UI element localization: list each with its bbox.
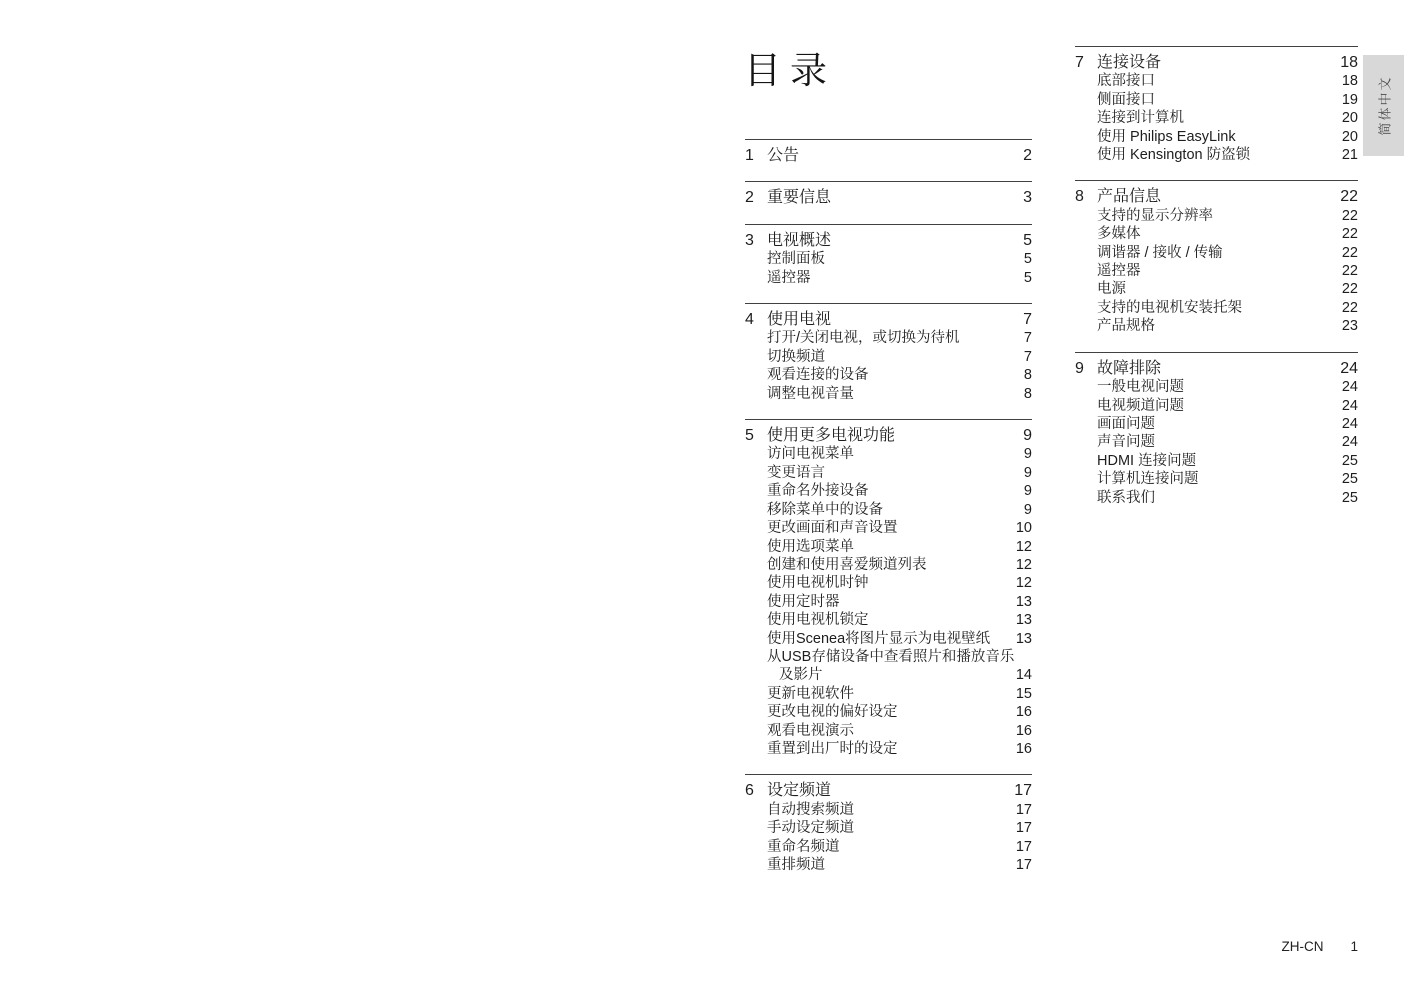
toc-item-label: 使用Scenea将图片显示为电视壁纸 bbox=[767, 630, 991, 647]
toc-item-page: 17 bbox=[1015, 838, 1032, 855]
toc-item-page: 8 bbox=[1023, 367, 1032, 384]
toc-item-page: 24 bbox=[1341, 379, 1358, 396]
toc-item-page: 7 bbox=[1023, 330, 1032, 347]
toc-item-entry[interactable] bbox=[745, 501, 1032, 519]
toc-item-page: 24 bbox=[1341, 434, 1358, 451]
toc-item-entry[interactable] bbox=[745, 703, 1032, 721]
toc-item-page: 22 bbox=[1341, 244, 1358, 261]
toc-item-label: 使用电视机时钟 bbox=[767, 575, 869, 592]
toc-item-entry[interactable] bbox=[1075, 244, 1358, 262]
toc-item-page: 13 bbox=[1015, 612, 1032, 629]
toc-item-entry[interactable] bbox=[745, 856, 1032, 874]
toc-item-label: HDMI 连接问题 bbox=[1097, 452, 1197, 469]
toc-item-label: 更改画面和声音设置 bbox=[767, 520, 898, 537]
section-title: 连接设备 bbox=[1097, 54, 1162, 71]
toc-item-page: 18 bbox=[1341, 73, 1358, 90]
toc-item-page: 12 bbox=[1015, 575, 1032, 592]
toc-section-entry[interactable] bbox=[745, 147, 1032, 165]
toc-item-entry[interactable] bbox=[1075, 72, 1358, 90]
toc-item-label: 移除菜单中的设备 bbox=[767, 501, 883, 518]
toc-section-3 bbox=[745, 224, 1032, 303]
toc-section-1 bbox=[745, 139, 1032, 181]
toc-item-entry[interactable] bbox=[745, 611, 1032, 629]
toc-item-page: 7 bbox=[1023, 348, 1032, 365]
toc-section-entry[interactable] bbox=[745, 427, 1032, 445]
toc-item-page: 9 bbox=[1023, 464, 1032, 481]
section-page: 18 bbox=[1340, 54, 1358, 71]
toc-item-page: 24 bbox=[1341, 415, 1358, 432]
toc-item-entry[interactable] bbox=[745, 722, 1032, 740]
toc-item-label: 使用 Philips EasyLink bbox=[1097, 128, 1236, 145]
language-tab bbox=[1363, 55, 1404, 156]
toc-item-label: 电源 bbox=[1097, 281, 1126, 298]
toc-item-entry[interactable] bbox=[1075, 489, 1358, 507]
toc-item-label: 一般电视问题 bbox=[1097, 379, 1184, 396]
toc-item-entry[interactable] bbox=[745, 801, 1032, 819]
toc-item-entry[interactable] bbox=[745, 556, 1032, 574]
toc-item-entry[interactable] bbox=[745, 685, 1032, 703]
toc-item-entry[interactable] bbox=[745, 445, 1032, 463]
toc-item-entry[interactable] bbox=[1075, 317, 1358, 335]
toc-item-entry[interactable] bbox=[745, 348, 1032, 366]
toc-item-entry[interactable] bbox=[745, 574, 1032, 592]
toc-item-entry[interactable] bbox=[745, 819, 1032, 837]
toc-item-page: 9 bbox=[1023, 446, 1032, 463]
toc-item-page: 16 bbox=[1015, 704, 1032, 721]
toc-section-entry[interactable] bbox=[1075, 54, 1358, 72]
toc-item-label: 打开/关闭电视，或切换为待机 bbox=[767, 330, 960, 347]
toc-item-entry[interactable] bbox=[745, 648, 1032, 666]
toc-item-label: 连接到计算机 bbox=[1097, 110, 1184, 127]
toc-section-6 bbox=[745, 774, 1032, 890]
toc-item-entry[interactable] bbox=[745, 482, 1032, 500]
toc-item-page: 25 bbox=[1341, 489, 1358, 506]
toc-item-page: 22 bbox=[1341, 226, 1358, 243]
toc-item-entry[interactable] bbox=[1075, 470, 1358, 488]
toc-section-8 bbox=[1075, 180, 1358, 351]
toc-item-entry[interactable] bbox=[1075, 299, 1358, 317]
section-number: 2 bbox=[745, 189, 754, 207]
toc-item-label: 使用定时器 bbox=[767, 593, 840, 610]
page-footer bbox=[1075, 939, 1358, 954]
section-number: 4 bbox=[745, 311, 754, 329]
toc-item-entry[interactable] bbox=[1075, 262, 1358, 280]
toc-section-entry[interactable] bbox=[1075, 188, 1358, 206]
toc-item-label: 从USB存储设备中查看照片和播放音乐 bbox=[767, 648, 1015, 665]
section-page: 5 bbox=[1023, 231, 1032, 249]
toc-item-page: 13 bbox=[1015, 593, 1032, 610]
toc-item-page: 17 bbox=[1015, 820, 1032, 837]
footer-page-number: 1 bbox=[1350, 939, 1358, 954]
toc-section-entry[interactable] bbox=[1075, 360, 1358, 378]
toc-section-5 bbox=[745, 419, 1032, 774]
toc-item-label: 手动设定频道 bbox=[767, 820, 854, 837]
section-number: 5 bbox=[745, 427, 754, 445]
toc-item-label: 联系我们 bbox=[1097, 489, 1155, 506]
toc-item-page: 20 bbox=[1341, 110, 1358, 127]
language-tab-label: 简体中文 bbox=[1377, 75, 1393, 136]
toc-item-entry[interactable] bbox=[745, 519, 1032, 537]
toc-item-label: 使用电视机锁定 bbox=[767, 612, 869, 629]
toc-item-entry[interactable] bbox=[1075, 146, 1358, 164]
section-page: 3 bbox=[1023, 189, 1032, 207]
section-title: 故障排除 bbox=[1097, 359, 1162, 377]
toc-item-label: 电视频道问题 bbox=[1097, 397, 1184, 414]
section-number: 3 bbox=[745, 231, 754, 249]
toc-item-label: 侧面接口 bbox=[1097, 91, 1155, 108]
toc-item-entry[interactable] bbox=[1075, 207, 1358, 225]
toc-item-page: 16 bbox=[1015, 722, 1032, 739]
toc-item-page: 12 bbox=[1015, 556, 1032, 573]
toc-item-label: 重命名外接设备 bbox=[767, 483, 869, 500]
toc-item-page: 5 bbox=[1023, 269, 1032, 286]
toc-item-label: 控制面板 bbox=[767, 251, 825, 268]
toc-section-2 bbox=[745, 181, 1032, 223]
toc-item-entry[interactable] bbox=[1075, 378, 1358, 396]
toc-item-label: 更新电视软件 bbox=[767, 685, 854, 702]
toc-item-label: 支持的电视机安装托架 bbox=[1097, 299, 1242, 316]
toc-item-entry[interactable] bbox=[1075, 415, 1358, 433]
toc-item-label: 观看连接的设备 bbox=[767, 367, 869, 384]
toc-item-page: 19 bbox=[1341, 91, 1358, 108]
toc-item-label: 调谐器 / 接收 / 传输 bbox=[1097, 244, 1223, 261]
toc-item-entry[interactable] bbox=[745, 329, 1032, 347]
section-number: 7 bbox=[1075, 54, 1084, 71]
toc-item-page: 17 bbox=[1015, 801, 1032, 818]
toc-item-label: 多媒体 bbox=[1097, 226, 1141, 243]
section-title: 公告 bbox=[767, 147, 800, 164]
section-number: 1 bbox=[745, 147, 754, 164]
toc-item-label: 观看电视演示 bbox=[767, 722, 854, 739]
section-page: 7 bbox=[1023, 311, 1032, 329]
toc-item-entry[interactable] bbox=[745, 538, 1032, 556]
toc-item-entry[interactable] bbox=[745, 385, 1032, 403]
toc-item-page: 9 bbox=[1023, 483, 1032, 500]
toc-item-label: 创建和使用喜爱频道列表 bbox=[767, 556, 927, 573]
toc-item-page: 24 bbox=[1341, 397, 1358, 414]
toc-item-label: 及影片 bbox=[779, 667, 823, 684]
toc-column-left bbox=[745, 139, 1032, 890]
toc-item-entry[interactable] bbox=[745, 250, 1032, 268]
toc-item-page: 12 bbox=[1015, 538, 1032, 555]
toc-item-page: 14 bbox=[1015, 667, 1032, 684]
toc-section-entry[interactable] bbox=[745, 782, 1032, 800]
toc-item-entry[interactable] bbox=[745, 269, 1032, 287]
toc-item-entry[interactable] bbox=[745, 593, 1032, 611]
toc-item-page: 25 bbox=[1341, 471, 1358, 488]
toc-item-label: 声音问题 bbox=[1097, 434, 1155, 451]
section-title: 产品信息 bbox=[1097, 188, 1162, 206]
toc-item-label: 调整电视音量 bbox=[767, 385, 854, 402]
section-number: 9 bbox=[1075, 359, 1084, 377]
toc-item-entry[interactable] bbox=[745, 838, 1032, 856]
toc-item-label: 变更语言 bbox=[767, 464, 825, 481]
toc-item-entry[interactable] bbox=[1075, 109, 1358, 127]
toc-item-page: 13 bbox=[1015, 630, 1032, 647]
toc-item-page: 22 bbox=[1341, 299, 1358, 316]
toc-item-label: 产品规格 bbox=[1097, 318, 1155, 335]
toc-item-page: 22 bbox=[1341, 207, 1358, 224]
toc-item-label: 更改电视的偏好设定 bbox=[767, 704, 898, 721]
section-title: 使用更多电视功能 bbox=[767, 427, 896, 445]
toc-item-page: 17 bbox=[1015, 857, 1032, 873]
toc-item-entry[interactable] bbox=[1075, 280, 1358, 298]
section-title: 设定频道 bbox=[767, 782, 832, 800]
toc-item-page: 21 bbox=[1341, 147, 1358, 164]
toc-item-label: 自动搜索频道 bbox=[767, 801, 854, 818]
toc-item-page: 25 bbox=[1341, 452, 1358, 469]
section-number: 6 bbox=[745, 782, 754, 800]
toc-section-entry[interactable] bbox=[745, 189, 1032, 207]
section-title: 重要信息 bbox=[767, 189, 832, 207]
toc-item-entry[interactable] bbox=[745, 464, 1032, 482]
toc-item-label: 访问电视菜单 bbox=[767, 446, 854, 463]
toc-item-page: 22 bbox=[1341, 281, 1358, 298]
toc-item-label: 切换频道 bbox=[767, 348, 825, 365]
section-page: 2 bbox=[1023, 147, 1032, 164]
section-page: 22 bbox=[1340, 188, 1358, 206]
toc-item-entry[interactable] bbox=[745, 366, 1032, 384]
toc-section-4 bbox=[745, 303, 1032, 419]
toc-column-right bbox=[1075, 46, 1358, 523]
toc-item-label: 使用选项菜单 bbox=[767, 538, 854, 555]
section-number: 8 bbox=[1075, 188, 1084, 206]
toc-item-label: 使用 Kensington 防盗锁 bbox=[1097, 147, 1251, 164]
toc-item-label: 重排频道 bbox=[767, 857, 825, 873]
section-title: 电视概述 bbox=[767, 231, 832, 249]
toc-item-entry[interactable] bbox=[1075, 452, 1358, 470]
toc-section-7 bbox=[1075, 46, 1358, 180]
toc-section-entry[interactable] bbox=[745, 311, 1032, 329]
toc-item-page: 20 bbox=[1341, 128, 1358, 145]
toc-section-9 bbox=[1075, 352, 1358, 523]
toc-item-page: 15 bbox=[1015, 685, 1032, 702]
toc-item-entry[interactable] bbox=[745, 740, 1032, 758]
toc-item-page: 5 bbox=[1023, 251, 1032, 268]
toc-item-entry-continued[interactable] bbox=[745, 666, 1032, 684]
page-title: 目录 bbox=[744, 50, 836, 91]
toc-item-entry[interactable] bbox=[1075, 91, 1358, 109]
section-page: 24 bbox=[1340, 359, 1358, 377]
toc-item-entry[interactable] bbox=[1075, 128, 1358, 146]
toc-item-label: 支持的显示分辨率 bbox=[1097, 207, 1213, 224]
toc-item-entry[interactable] bbox=[1075, 397, 1358, 415]
toc-item-entry[interactable] bbox=[1075, 225, 1358, 243]
toc-item-page: 16 bbox=[1015, 740, 1032, 757]
toc-item-label: 重置到出厂时的设定 bbox=[767, 740, 898, 757]
toc-item-label: 底部接口 bbox=[1097, 73, 1155, 90]
toc-item-label: 重命名频道 bbox=[767, 838, 840, 855]
footer-language-code: ZH-CN bbox=[1281, 939, 1324, 954]
section-page: 17 bbox=[1014, 782, 1032, 800]
toc-item-page: 10 bbox=[1015, 520, 1032, 537]
toc-item-page: 23 bbox=[1341, 318, 1358, 335]
toc-item-label: 遥控器 bbox=[767, 269, 811, 286]
toc-section-entry[interactable] bbox=[745, 232, 1032, 250]
toc-item-page: 8 bbox=[1023, 385, 1032, 402]
toc-item-entry[interactable] bbox=[745, 630, 1032, 648]
toc-item-label: 遥控器 bbox=[1097, 263, 1141, 280]
toc-item-label: 计算机连接问题 bbox=[1097, 471, 1199, 488]
toc-item-page: 22 bbox=[1341, 263, 1358, 280]
toc-item-entry[interactable] bbox=[1075, 433, 1358, 451]
toc-item-label: 画面问题 bbox=[1097, 415, 1155, 432]
toc-item-page: 9 bbox=[1023, 501, 1032, 518]
section-title: 使用电视 bbox=[767, 311, 832, 329]
section-page: 9 bbox=[1023, 427, 1032, 445]
